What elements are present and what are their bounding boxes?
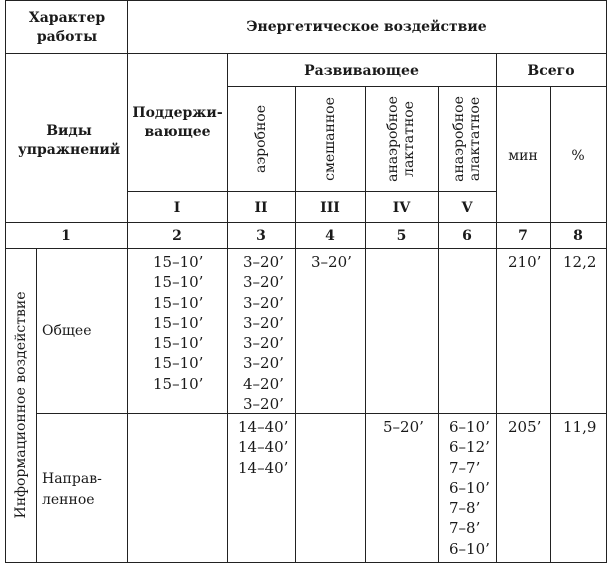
roman-v: V <box>461 200 473 216</box>
cell-value: 14–40’ <box>238 418 289 436</box>
col-number: 4 <box>325 228 335 244</box>
alactate-values-directed <box>449 417 490 559</box>
cell-value: 3–20’ <box>243 293 284 312</box>
anaerobic-alactate-heading: анаэробное алактатное <box>451 96 483 182</box>
cell-value: 15–10’ <box>153 293 204 312</box>
col-number: 5 <box>396 228 407 244</box>
row-label-directed: Направ-ленное <box>42 471 102 508</box>
cell-value: 3–20’ <box>243 253 284 271</box>
row-label-general: Общее <box>42 323 92 339</box>
maintaining-heading: Поддержи-вающее <box>132 105 223 140</box>
total-percent-general: 12,2 <box>563 253 597 271</box>
maintaining-values-general <box>153 252 203 394</box>
percent-heading: % <box>571 148 585 164</box>
rule <box>5 53 606 54</box>
roman-i: I <box>173 200 181 216</box>
rule <box>438 86 439 563</box>
cell-value: 6–10’ <box>449 418 490 436</box>
aerobic-values-general <box>243 252 284 414</box>
cell-value: 14–40’ <box>238 438 289 457</box>
rule <box>227 53 228 563</box>
cell-value: 7–8’ <box>449 499 481 518</box>
col-number: 7 <box>518 228 528 244</box>
rule <box>5 222 606 223</box>
col-number: 8 <box>573 228 583 244</box>
cell-value: 3–20’ <box>243 354 284 373</box>
col-number: 3 <box>256 228 266 244</box>
aerobic-values-directed <box>238 417 288 478</box>
rule <box>496 53 497 563</box>
min-heading: мин <box>508 148 538 164</box>
cell-value: 3–20’ <box>243 334 284 353</box>
aerobic-heading: аэробное <box>253 104 269 174</box>
rule <box>365 86 366 563</box>
rule <box>127 0 128 563</box>
exercise-types-heading: Виды упражнений <box>17 123 121 158</box>
total-percent-directed: 11,9 <box>563 418 597 436</box>
rule <box>36 413 606 414</box>
cell-value: 15–10’ <box>153 354 204 373</box>
cell-value: 15–10’ <box>153 334 204 353</box>
info-impact-label: Информационное воздействие <box>13 291 29 519</box>
cell-value: 3–20’ <box>243 313 284 332</box>
cell-value: 4–20’ <box>243 374 284 393</box>
cell-value: 3–20’ <box>243 395 284 414</box>
cell-value: 6–12’ <box>449 438 490 457</box>
rule <box>5 0 606 1</box>
rule <box>5 0 6 563</box>
rule <box>36 248 37 563</box>
cell-value: 5–20’ <box>383 418 424 436</box>
roman-iv: IV <box>392 200 411 216</box>
cell-value: 6–10’ <box>449 478 490 497</box>
cell-value: 7–7’ <box>449 458 481 477</box>
total-min-directed: 205’ <box>508 418 542 436</box>
rule <box>5 248 606 249</box>
cell-value: 3–20’ <box>243 273 284 292</box>
character-of-work-heading: Характер работы <box>28 10 106 45</box>
cell-value: 7–8’ <box>449 519 481 538</box>
lactate-values-directed <box>383 417 424 437</box>
cell-value: 14–40’ <box>238 458 289 477</box>
cell-value: 6–10’ <box>449 539 490 558</box>
cell-value: 3–20’ <box>311 253 352 271</box>
total-heading: Всего <box>527 63 575 79</box>
developing-heading: Развивающее <box>304 63 419 79</box>
mixed-heading: смешанное <box>322 97 338 181</box>
rule <box>127 191 496 192</box>
roman-ii: II <box>254 200 268 216</box>
rule <box>295 86 296 563</box>
rule <box>5 562 606 563</box>
total-min-general: 210’ <box>508 253 542 271</box>
mixed-values-general <box>311 252 352 272</box>
cell-value: 15–10’ <box>153 313 204 332</box>
col-number: 2 <box>172 228 182 244</box>
col-number: 6 <box>462 228 472 244</box>
cell-value: 15–10’ <box>153 273 204 292</box>
rule <box>606 0 607 563</box>
energy-impact-heading: Энергетическое воздействие <box>246 19 487 35</box>
cell-value: 15–10’ <box>153 374 204 393</box>
roman-iii: III <box>320 200 340 216</box>
cell-value: 15–10’ <box>153 253 204 271</box>
col-number: 1 <box>61 228 71 244</box>
anaerobic-lactate-heading: анаэробное лактатное <box>385 96 417 182</box>
